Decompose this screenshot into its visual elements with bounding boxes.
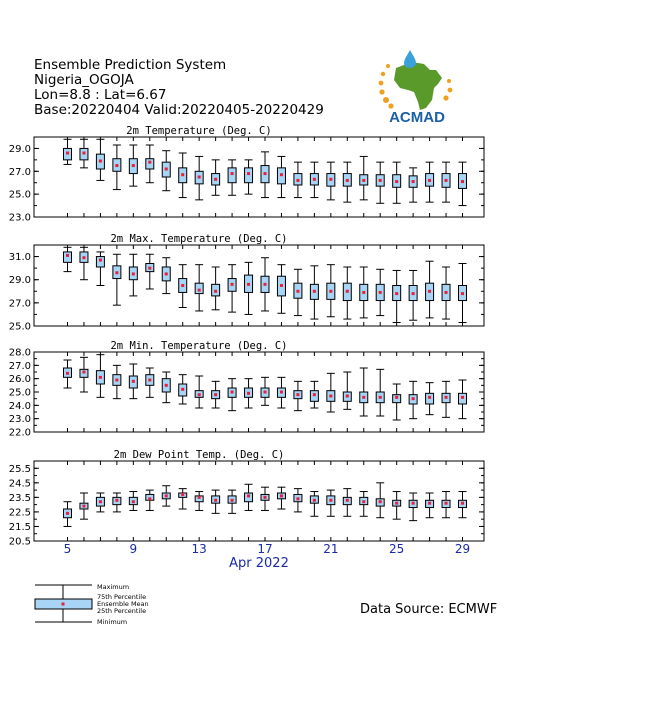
mean-marker <box>66 372 69 375</box>
mean-marker <box>99 500 102 503</box>
box-day-21 <box>327 162 335 200</box>
box-day-21 <box>327 373 335 412</box>
y-tick-label: 22.5 <box>8 507 31 519</box>
box-day-15 <box>228 160 236 195</box>
mean-marker <box>428 502 431 505</box>
mean-marker <box>115 379 118 382</box>
box-day-20 <box>310 492 318 517</box>
x-axis-month-label: Apr 2022 <box>229 556 289 571</box>
mean-marker <box>148 497 151 500</box>
box-day-24 <box>376 369 384 416</box>
box-day-17 <box>261 152 269 198</box>
mean-marker <box>280 284 283 287</box>
y-tick-label: 24.5 <box>8 478 31 490</box>
mean-marker <box>214 393 217 396</box>
mean-marker <box>313 290 316 293</box>
box-day-5 <box>64 139 72 164</box>
mean-marker <box>329 395 332 398</box>
box-day-11 <box>162 486 170 506</box>
x-tick-label: 21 <box>323 542 339 556</box>
legend-mean-marker <box>62 603 65 606</box>
box-day-16 <box>245 160 253 194</box>
iqr-box <box>245 168 253 183</box>
box-day-15 <box>228 379 236 411</box>
mean-marker <box>395 502 398 505</box>
mean-marker <box>198 176 201 179</box>
mean-marker <box>148 161 151 164</box>
mean-marker <box>231 283 234 286</box>
box-day-5 <box>64 502 72 527</box>
mean-marker <box>264 172 267 175</box>
mean-marker <box>329 290 332 293</box>
y-tick-label: 25.0 <box>8 387 31 399</box>
mean-marker <box>231 391 234 394</box>
panel-4 <box>9 449 484 548</box>
box-day-7 <box>96 139 104 180</box>
mean-marker <box>379 291 382 294</box>
box-day-10 <box>146 145 154 183</box>
mean-marker <box>132 500 135 503</box>
box-day-7 <box>96 493 104 512</box>
mean-marker <box>165 168 168 171</box>
mean-marker <box>428 179 431 182</box>
box-day-6 <box>80 247 88 279</box>
panel-3 <box>9 340 484 439</box>
mean-marker <box>214 499 217 502</box>
mean-marker <box>445 502 448 505</box>
mean-marker <box>313 499 316 502</box>
mean-marker <box>461 396 464 399</box>
box-day-14 <box>212 490 220 513</box>
y-tick-label: 28.0 <box>8 347 31 359</box>
mean-marker <box>115 271 118 274</box>
box-day-6 <box>80 139 88 168</box>
box-day-11 <box>162 258 170 294</box>
box-day-10 <box>146 368 154 397</box>
box-day-22 <box>343 162 351 202</box>
mean-marker <box>99 376 102 379</box>
box-day-11 <box>162 151 170 191</box>
mean-marker <box>264 496 267 499</box>
box-day-20 <box>310 266 318 319</box>
y-tick-label: 23.5 <box>8 492 31 504</box>
x-tick-label: 13 <box>191 542 207 556</box>
mean-marker <box>428 396 431 399</box>
box-day-21 <box>327 265 335 317</box>
box-day-20 <box>310 381 318 408</box>
coordinates: Lon=8.8 : Lat=6.67 <box>34 87 167 103</box>
box-day-12 <box>179 153 187 198</box>
box-day-29 <box>459 264 467 323</box>
mean-marker <box>181 284 184 287</box>
box-day-17 <box>261 377 269 405</box>
box-day-28 <box>442 381 450 417</box>
x-tick-label: 9 <box>129 542 138 556</box>
y-tick-label: 29.0 <box>8 143 31 155</box>
mean-marker <box>329 499 332 502</box>
system-title: Ensemble Prediction System <box>34 57 227 73</box>
box-day-28 <box>442 162 450 202</box>
mean-marker <box>296 393 299 396</box>
box-day-15 <box>228 490 236 513</box>
mean-marker <box>362 179 365 182</box>
panel-frame <box>34 352 484 432</box>
box-day-28 <box>442 267 450 319</box>
panel-2 <box>9 233 484 333</box>
panel-title: 2m Dew Point Temp. (Deg. C) <box>113 449 285 461</box>
iqr-box <box>228 168 236 183</box>
iqr-box <box>96 257 104 267</box>
box-day-13 <box>195 156 203 199</box>
box-day-23 <box>360 156 368 199</box>
box-day-17 <box>261 258 269 311</box>
box-day-29 <box>459 162 467 205</box>
mean-marker <box>346 499 349 502</box>
mean-marker <box>445 179 448 182</box>
box-day-25 <box>393 162 401 203</box>
mean-marker <box>313 178 316 181</box>
mean-marker <box>362 396 365 399</box>
y-tick-label: 23.0 <box>8 212 31 224</box>
box-day-6 <box>80 493 88 519</box>
y-tick-label: 25.0 <box>8 189 31 201</box>
mean-marker <box>247 392 250 395</box>
box-day-26 <box>409 168 417 202</box>
box-day-19 <box>294 381 302 410</box>
box-day-19 <box>294 269 302 315</box>
mean-marker <box>82 152 85 155</box>
iqr-box <box>146 159 154 169</box>
mean-marker <box>395 292 398 295</box>
box-day-27 <box>426 383 434 415</box>
box-day-8 <box>113 365 121 398</box>
mean-marker <box>379 500 382 503</box>
legend-max-label: Maximum <box>97 583 130 591</box>
panel-title: 2m Max. Temperature (Deg. C) <box>110 233 288 245</box>
base-valid-dates: Base:20220404 Valid:20220405-20220429 <box>34 102 324 118</box>
mean-marker <box>280 391 283 394</box>
box-day-7 <box>96 355 104 398</box>
mean-marker <box>296 179 299 182</box>
y-tick-label: 26.0 <box>8 374 31 386</box>
mean-marker <box>395 396 398 399</box>
mean-marker <box>461 292 464 295</box>
mean-marker <box>313 393 316 396</box>
logo-text: ACMAD <box>389 109 445 126</box>
box-day-22 <box>343 489 351 517</box>
mean-marker <box>362 291 365 294</box>
box-day-17 <box>261 487 269 510</box>
box-day-9 <box>129 145 137 186</box>
y-tick-label: 20.5 <box>8 536 31 548</box>
mean-marker <box>264 391 267 394</box>
box-day-10 <box>146 490 154 510</box>
box-day-29 <box>459 380 467 419</box>
box-day-27 <box>426 261 434 318</box>
mean-marker <box>214 290 217 293</box>
mean-marker <box>66 512 69 515</box>
box-day-19 <box>294 162 302 197</box>
box-day-16 <box>245 484 253 510</box>
mean-marker <box>247 494 250 497</box>
mean-marker <box>412 292 415 295</box>
panel-title: 2m Min. Temperature (Deg. C) <box>110 340 288 352</box>
box-day-26 <box>409 381 417 418</box>
box-day-6 <box>80 357 88 392</box>
box-day-12 <box>179 375 187 404</box>
mean-marker <box>412 180 415 183</box>
iqr-box <box>195 283 203 293</box>
y-tick-label: 24.0 <box>8 400 31 412</box>
box-day-9 <box>129 364 137 399</box>
mean-marker <box>346 395 349 398</box>
mean-marker <box>214 178 217 181</box>
iqr-box <box>64 252 72 262</box>
mean-marker <box>198 289 201 292</box>
chart-panels <box>9 125 484 548</box>
mean-marker <box>379 396 382 399</box>
y-tick-label: 25.5 <box>8 463 31 475</box>
box-day-25 <box>393 492 401 520</box>
box-day-26 <box>409 270 417 320</box>
mean-marker <box>280 494 283 497</box>
mean-marker <box>329 178 332 181</box>
station-name: Nigeria_OGOJA <box>34 72 134 88</box>
x-tick-label: 25 <box>389 542 405 556</box>
box-day-16 <box>245 379 253 408</box>
mean-marker <box>66 254 69 257</box>
box-day-24 <box>376 483 384 518</box>
box-day-28 <box>442 492 450 518</box>
mean-marker <box>148 379 151 382</box>
mean-marker <box>362 500 365 503</box>
mean-marker <box>412 502 415 505</box>
mean-marker <box>132 380 135 383</box>
mean-marker <box>181 173 184 176</box>
mean-marker <box>165 272 168 275</box>
box-day-9 <box>129 254 137 296</box>
mean-marker <box>148 267 151 270</box>
box-day-13 <box>195 492 203 511</box>
y-tick-label: 21.5 <box>8 521 31 533</box>
mean-marker <box>412 397 415 400</box>
box-day-23 <box>360 492 368 517</box>
box-day-22 <box>343 372 351 409</box>
y-tick-label: 29.0 <box>8 275 31 287</box>
box-day-7 <box>96 252 104 286</box>
mean-marker <box>231 172 234 175</box>
mean-marker <box>132 164 135 167</box>
box-day-24 <box>376 162 384 203</box>
mean-marker <box>296 290 299 293</box>
y-tick-label: 23.0 <box>8 414 31 426</box>
mean-marker <box>264 283 267 286</box>
legend <box>35 583 149 626</box>
box-day-29 <box>459 492 467 518</box>
mean-marker <box>445 291 448 294</box>
mean-marker <box>82 505 85 508</box>
box-day-8 <box>113 145 121 190</box>
x-tick-label: 17 <box>257 542 273 556</box>
legend-mean-label: Ensemble Mean <box>97 600 149 608</box>
mean-marker <box>165 384 168 387</box>
box-day-27 <box>426 162 434 202</box>
data-source: Data Source: ECMWF <box>360 602 498 617</box>
mean-marker <box>115 164 118 167</box>
mean-marker <box>379 179 382 182</box>
y-tick-label: 27.0 <box>8 166 31 178</box>
x-axis <box>64 542 470 571</box>
legend-min-label: Minimum <box>97 618 128 626</box>
box-day-13 <box>195 265 203 311</box>
box-day-15 <box>228 265 236 312</box>
y-tick-label: 22.0 <box>8 427 31 439</box>
mean-marker <box>115 499 118 502</box>
box-day-8 <box>113 493 121 512</box>
mean-marker <box>461 502 464 505</box>
mean-marker <box>247 172 250 175</box>
box-day-20 <box>310 162 318 197</box>
box-day-9 <box>129 492 137 511</box>
y-tick-label: 31.0 <box>8 252 31 264</box>
box-day-22 <box>343 267 351 319</box>
box-day-18 <box>277 377 285 408</box>
mean-marker <box>165 494 168 497</box>
box-day-14 <box>212 381 220 408</box>
mean-marker <box>296 497 299 500</box>
panel-title: 2m Temperature (Deg. C) <box>126 125 272 137</box>
box-day-19 <box>294 489 302 512</box>
box-day-18 <box>277 156 285 197</box>
mean-marker <box>99 160 102 163</box>
mean-marker <box>461 180 464 183</box>
box-day-5 <box>64 360 72 388</box>
box-day-12 <box>179 489 187 509</box>
box-day-11 <box>162 372 170 403</box>
box-day-18 <box>277 265 285 314</box>
mean-marker <box>82 256 85 259</box>
box-day-24 <box>376 269 384 315</box>
x-tick-label: 5 <box>63 542 72 556</box>
box-day-18 <box>277 487 285 509</box>
mean-marker <box>346 290 349 293</box>
mean-marker <box>132 272 135 275</box>
y-tick-label: 25.0 <box>8 321 31 333</box>
mean-marker <box>181 493 184 496</box>
box-day-21 <box>327 490 335 516</box>
y-tick-label: 27.0 <box>8 298 31 310</box>
box-day-23 <box>360 368 368 416</box>
box-day-10 <box>146 254 154 289</box>
x-tick-label: 29 <box>454 542 471 556</box>
mean-marker <box>247 283 250 286</box>
box-day-8 <box>113 254 121 305</box>
mean-marker <box>198 393 201 396</box>
mean-marker <box>82 371 85 374</box>
y-tick-label: 27.0 <box>8 360 31 372</box>
box-day-14 <box>212 160 220 195</box>
mean-marker <box>66 152 69 155</box>
box-day-5 <box>64 247 72 271</box>
mean-marker <box>231 499 234 502</box>
box-day-13 <box>195 376 203 408</box>
box-day-27 <box>426 493 434 518</box>
mean-marker <box>280 173 283 176</box>
mean-marker <box>198 496 201 499</box>
mean-marker <box>428 290 431 293</box>
box-day-26 <box>409 493 417 521</box>
mean-marker <box>395 180 398 183</box>
mean-marker <box>445 396 448 399</box>
mean-marker <box>346 179 349 182</box>
box-day-25 <box>393 384 401 420</box>
legend-p75-label: 75th Percentile <box>97 593 147 601</box>
box-day-25 <box>393 270 401 322</box>
mean-marker <box>99 259 102 262</box>
legend-p25-label: 25th Percentile <box>97 607 147 615</box>
box-day-14 <box>212 267 220 310</box>
box-day-12 <box>179 265 187 308</box>
box-day-23 <box>360 267 368 318</box>
box-day-16 <box>245 262 253 314</box>
panel-1 <box>9 125 484 224</box>
mean-marker <box>181 388 184 391</box>
